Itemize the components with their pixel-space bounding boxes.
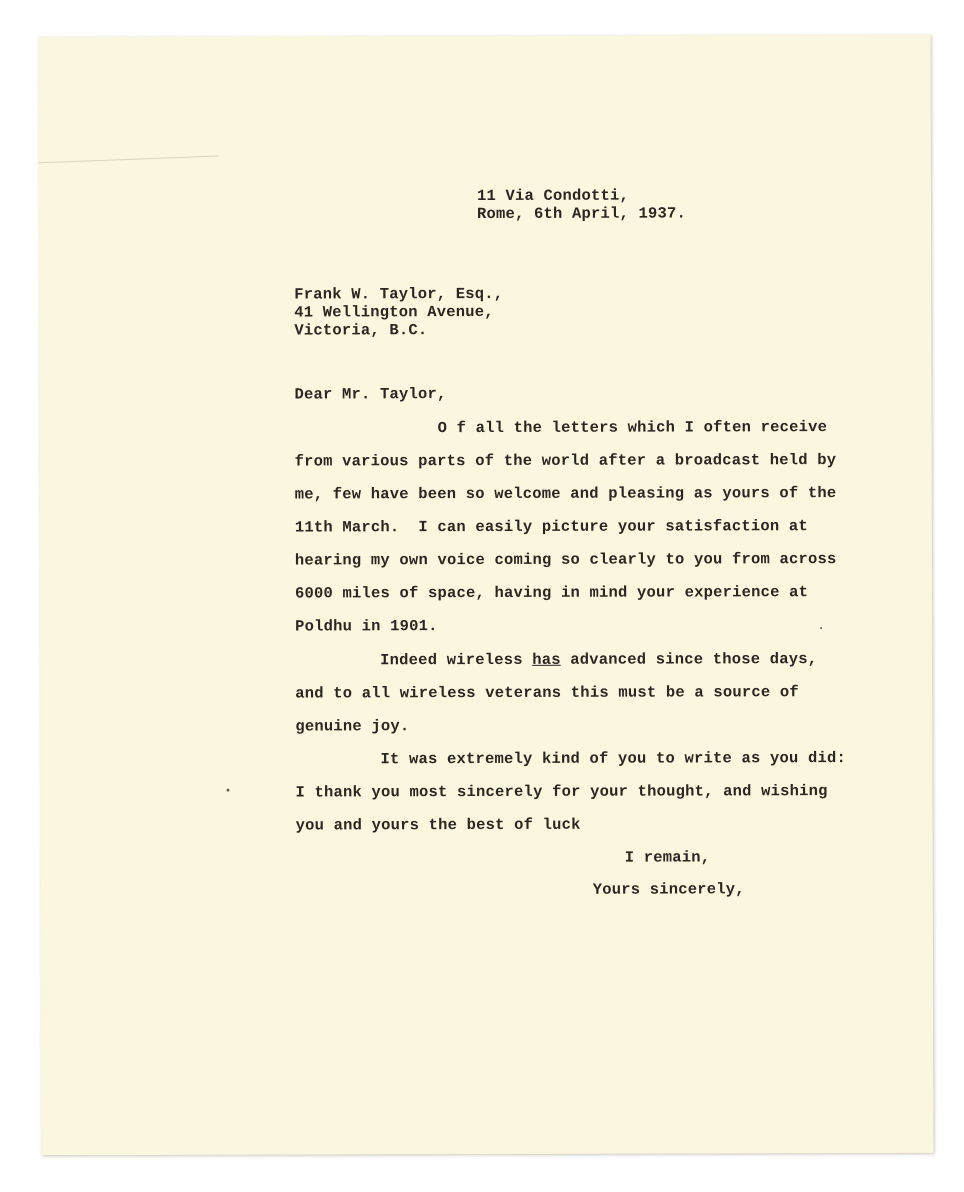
letter-date: Rome, 6th April, 1937. bbox=[476, 204, 687, 224]
paragraph2-text: Indeed wireless bbox=[380, 650, 533, 670]
paragraph1-line: hearing my own voice coming so clearly to you from across bbox=[294, 550, 837, 570]
sender-address: 11 Via Condotti, bbox=[476, 186, 630, 206]
paragraph1-line: 6000 miles of space, having in mind your experience at bbox=[294, 583, 809, 603]
paragraph3-line: you and yours the best of luck bbox=[295, 815, 581, 835]
salutation: Dear Mr. Taylor, bbox=[294, 385, 447, 404]
paragraph2-line bbox=[380, 649, 817, 670]
paragraph1-line: from various parts of the world after a broadcast held by bbox=[294, 451, 837, 471]
paragraph1-line: me, few have been so welcome and pleasing as yours of the bbox=[294, 484, 837, 504]
paragraph2-text: advanced since those days, bbox=[560, 650, 818, 669]
paragraph1-line: O f all the letters which I often receive bbox=[437, 418, 828, 438]
paragraph2-line: and to all wireless veterans this must be a source of bbox=[295, 683, 799, 703]
paragraph1-line: Poldhu in 1901. bbox=[295, 617, 438, 636]
paragraph3-line: It was extremely kind of you to write as you did: bbox=[380, 749, 847, 769]
recipient-name: Frank W. Taylor, Esq., bbox=[294, 284, 504, 304]
closing-remain: I remain, bbox=[624, 848, 711, 867]
underlined-word: has bbox=[532, 650, 561, 669]
paragraph2-line: genuine joy. bbox=[295, 717, 410, 736]
paper-crease bbox=[39, 156, 219, 164]
closing-sincerely: Yours sincerely, bbox=[592, 880, 745, 899]
letter-page bbox=[39, 35, 934, 1155]
ink-speck bbox=[227, 789, 230, 792]
ink-speck bbox=[820, 627, 822, 629]
recipient-street: 41 Wellington Avenue, bbox=[294, 302, 494, 322]
paragraph3-line: I thank you most sincerely for your thought, and wishing bbox=[295, 782, 828, 802]
paragraph1-line: 11th March. I can easily picture your satisfaction at bbox=[294, 517, 808, 537]
recipient-city: Victoria, B.C. bbox=[294, 321, 428, 340]
